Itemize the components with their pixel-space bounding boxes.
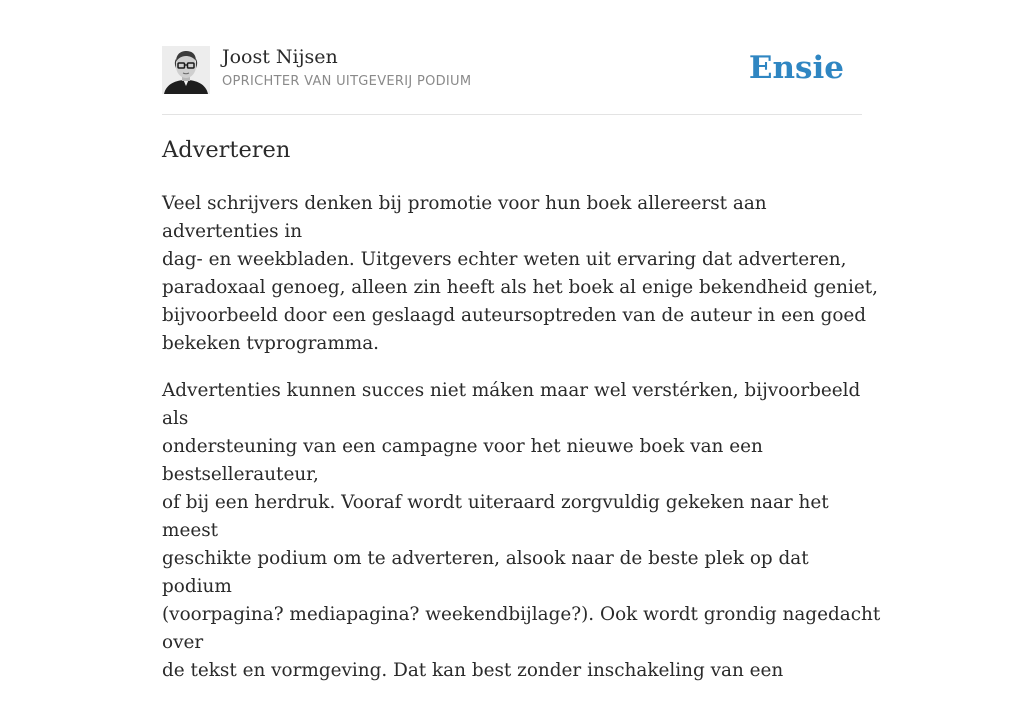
avatar[interactable]: [162, 46, 210, 94]
paragraph: [162, 190, 882, 358]
article-title: Adverteren: [162, 137, 291, 163]
text-line: ondersteuning van een campagne voor het nieuwe boek van een bestsellerauteur,: [162, 436, 763, 485]
text-line: paradoxaal genoeg, alleen zin heeft als het boek al enige bekendheid geniet,: [162, 277, 879, 298]
text-line: de tekst en vormgeving. Dat kan best zonder inschakeling van een: [162, 660, 784, 681]
author-role: OPRICHTER VAN UITGEVERIJ PODIUM: [222, 74, 472, 89]
text-line: dag- en weekbladen. Uitgevers echter weten uit ervaring dat adverteren,: [162, 249, 847, 270]
text-line: Veel schrijvers denken bij promotie voor hun boek allereerst aan advertenties in: [162, 193, 767, 242]
article-header: [162, 44, 862, 115]
text-line: (voorpagina? mediapagina? weekendbijlage?). Ook wordt grondig nagedacht over: [162, 604, 881, 653]
author-name[interactable]: Joost Nijsen: [222, 46, 338, 68]
paragraph: [162, 377, 882, 685]
text-line: bijvoorbeeld door een geslaagd auteursoptreden van de auteur in een goed: [162, 305, 867, 326]
ensie-logo[interactable]: Ensie: [748, 50, 844, 86]
text-line: of bij een herdruk. Vooraf wordt uiteraard zorgvuldig gekeken naar het meest: [162, 492, 829, 541]
text-line: bekeken tvprogramma.: [162, 333, 380, 354]
article-body: [162, 190, 882, 704]
text-line: Advertenties kunnen succes niet máken maar wel verstérken, bijvoorbeeld als: [162, 380, 861, 429]
text-line: geschikte podium om te adverteren, alsook naar de beste plek op dat podium: [162, 548, 809, 597]
author-photo: [162, 46, 210, 94]
